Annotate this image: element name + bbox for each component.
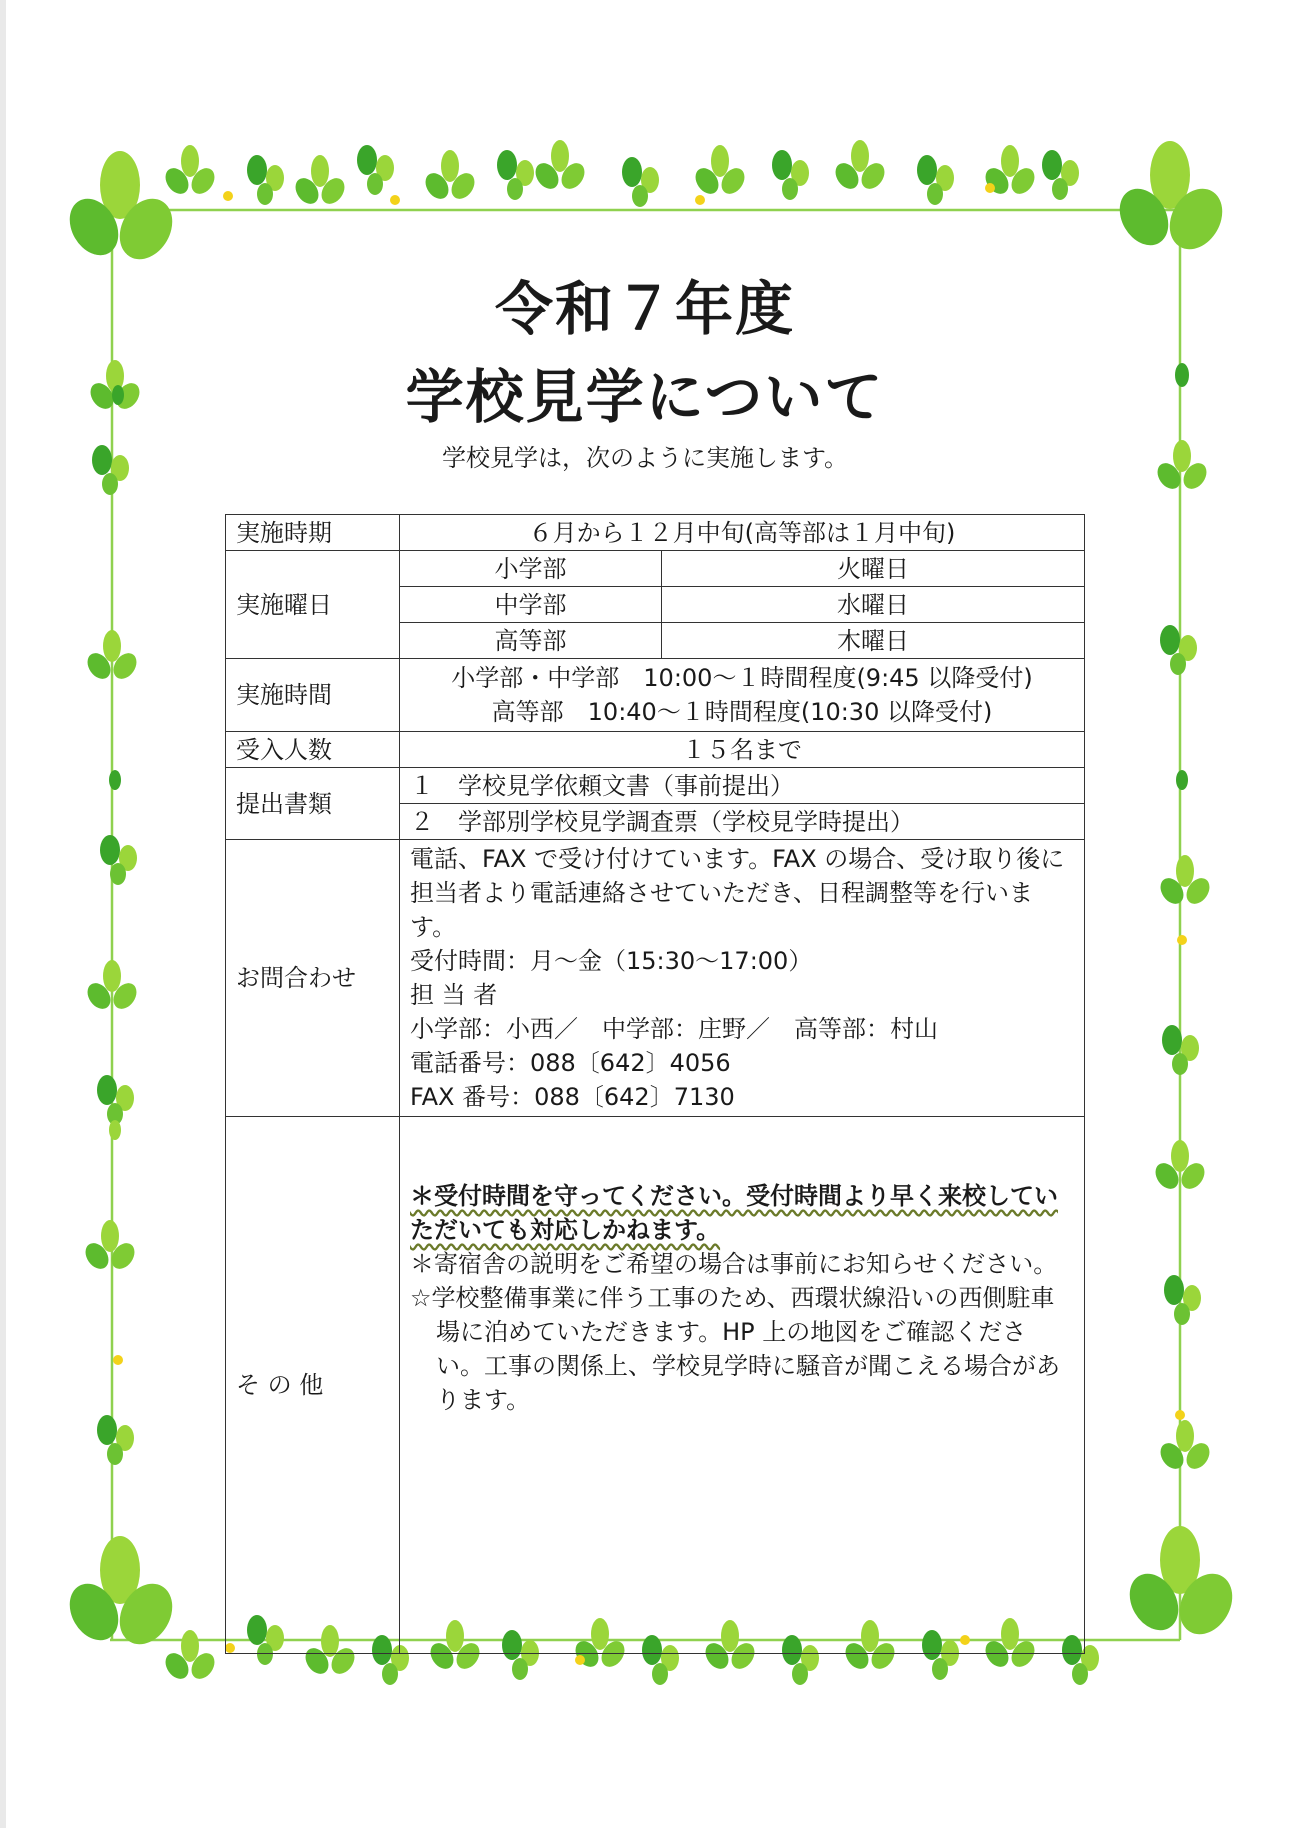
capacity-value: １５名まで bbox=[400, 732, 1085, 768]
period-label: 実施時期 bbox=[226, 515, 400, 551]
other-note-parking: ☆学校整備事業に伴う工事のため、西環状線沿いの西側駐車場に泊めていただきます。HP 上の地図をご確認ください。工事の関係上、学校見学時に騒音が聞こえる場合があります。 bbox=[410, 1284, 1060, 1414]
document-item: １ 学校見学依頼文書（事前提出） bbox=[400, 768, 1085, 804]
inquiry-staff: 小学部：小西／ 中学部：庄野／ 高等部：村山 bbox=[410, 1015, 938, 1043]
other-warning: ＊受付時間を守ってください。受付時間より早く来校していただいても対応しかねます。 bbox=[410, 1182, 1058, 1244]
weekday-dept: 中学部 bbox=[400, 587, 662, 623]
period-value: ６月から１２月中旬(高等部は１月中旬) bbox=[400, 515, 1085, 551]
inquiry-hours: 受付時間：月～金（15:30～17:00） bbox=[410, 947, 813, 975]
inquiry-label: お問合わせ bbox=[226, 840, 400, 1117]
other-label: そ の 他 bbox=[226, 1117, 400, 1654]
weekday-dept: 高等部 bbox=[400, 623, 662, 659]
capacity-label: 受入人数 bbox=[226, 732, 400, 768]
other-value bbox=[400, 1117, 1085, 1654]
weekday-day: 火曜日 bbox=[662, 551, 1085, 587]
inquiry-fax: FAX 番号：088〔642〕7130 bbox=[410, 1083, 735, 1111]
page-title-line2: 学校見学について bbox=[405, 363, 885, 431]
page-title-line1: 令和７年度 bbox=[494, 275, 795, 343]
document-item: ２ 学部別学校見学調査票（学校見学時提出） bbox=[400, 804, 1085, 840]
row-documents bbox=[226, 768, 1085, 804]
time-value bbox=[400, 659, 1085, 732]
weekday-day: 水曜日 bbox=[662, 587, 1085, 623]
row-inquiry bbox=[226, 840, 1085, 1117]
time-line2: 高等部 10:40～１時間程度(10:30 以降受付) bbox=[491, 698, 993, 726]
row-capacity bbox=[226, 732, 1085, 768]
row-period bbox=[226, 515, 1085, 551]
other-note-dormitory: ＊寄宿舎の説明をご希望の場合は事前にお知らせください。 bbox=[410, 1250, 1058, 1278]
row-weekday bbox=[226, 551, 1085, 587]
intro-text: 学校見学は，次のように実施します。 bbox=[441, 444, 849, 472]
row-time bbox=[226, 659, 1085, 732]
weekday-day: 木曜日 bbox=[662, 623, 1085, 659]
row-other bbox=[226, 1117, 1085, 1654]
inquiry-staff-heading: 担 当 者 bbox=[410, 981, 498, 1009]
visit-info-table bbox=[225, 514, 1085, 1654]
weekday-label: 実施曜日 bbox=[226, 551, 400, 659]
time-line1: 小学部・中学部 10:00～１時間程度(9:45 以降受付) bbox=[451, 664, 1033, 692]
weekday-dept: 小学部 bbox=[400, 551, 662, 587]
inquiry-value bbox=[400, 840, 1085, 1117]
documents-label: 提出書類 bbox=[226, 768, 400, 840]
inquiry-phone: 電話番号：088〔642〕4056 bbox=[410, 1049, 731, 1077]
time-label: 実施時間 bbox=[226, 659, 400, 732]
inquiry-description: 電話、FAX で受け付けています。FAX の場合、受け取り後に担当者より電話連絡させていただき、日程調整等を行います。 bbox=[410, 845, 1065, 941]
